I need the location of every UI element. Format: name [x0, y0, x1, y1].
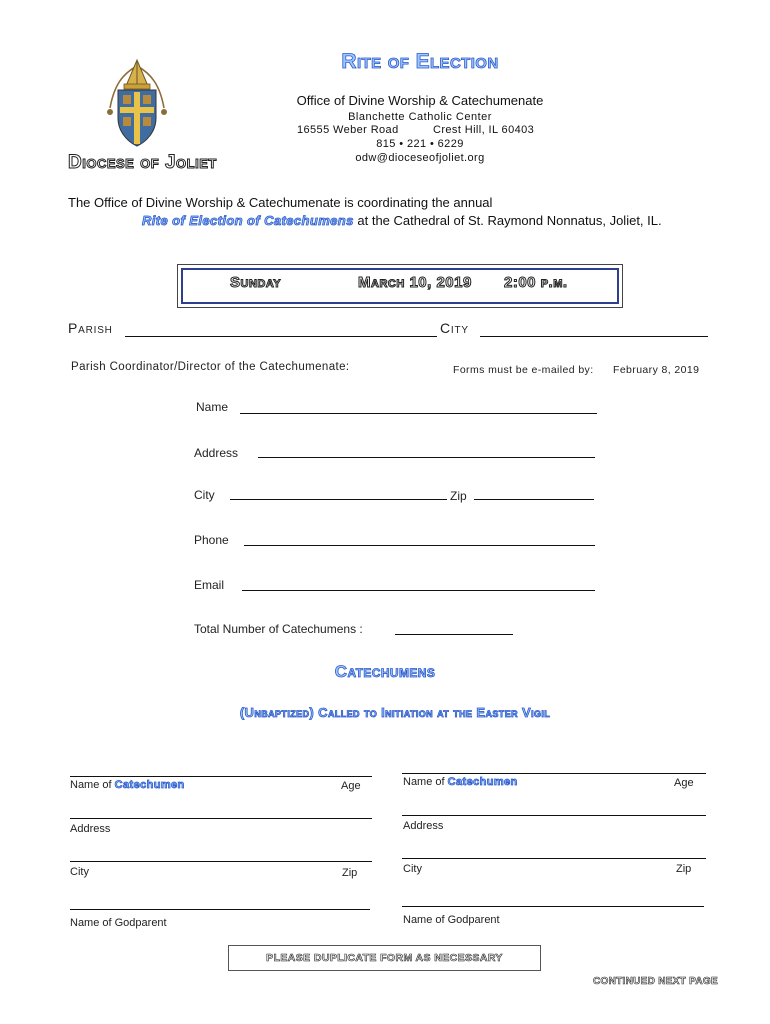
left-zip-label: Zip: [342, 867, 358, 879]
right-godparent-field[interactable]: [402, 906, 704, 907]
city-state-zip: Crest Hill, IL 60403: [433, 124, 535, 136]
center-name: Blanchette Catholic Center: [348, 111, 492, 123]
diocese-coat-of-arms-icon: [104, 56, 170, 152]
coordinator-zip-label: Zip: [450, 489, 467, 503]
intro-line-2-rest: at the Cathedral of St. Raymond Nonnatus, Joliet, IL.: [353, 213, 662, 228]
parish-label: Parish: [68, 320, 113, 336]
coordinator-phone-label: Phone: [194, 533, 229, 547]
intro-line-2: [142, 213, 662, 228]
right-address-field[interactable]: [402, 815, 706, 816]
left-catechumen-name-label: Name of Catechumen: [70, 779, 185, 791]
coordinator-phone-field[interactable]: [244, 545, 595, 546]
left-address-label: Address: [70, 823, 111, 835]
right-city-zip-field[interactable]: [402, 858, 706, 859]
diocese-name: Diocese of Joliet: [68, 152, 217, 173]
deadline-date: February 8, 2019: [613, 364, 700, 376]
total-catechumens-label: Total Number of Catechumens :: [194, 622, 363, 636]
parish-field[interactable]: [125, 336, 437, 337]
right-godparent-label: Name of Godparent: [403, 914, 500, 926]
parish-city-field[interactable]: [480, 336, 708, 337]
parish-city-label: City: [440, 320, 469, 336]
right-zip-label: Zip: [676, 863, 692, 875]
coordinator-city-field[interactable]: [230, 499, 447, 500]
coordinator-heading: Parish Coordinator/Director of the Catechumenate:: [71, 361, 350, 373]
street-address: 16555 Weber Road: [297, 124, 399, 136]
left-godparent-label: Name of Godparent: [70, 917, 167, 929]
coordinator-zip-field[interactable]: [474, 499, 594, 500]
coordinator-email-label: Email: [194, 578, 225, 592]
coordinator-address-field[interactable]: [258, 457, 595, 458]
left-godparent-field[interactable]: [70, 909, 370, 910]
rite-name-emphasis: Rite of Election of Catechumens: [142, 213, 354, 228]
intro-line-1: The Office of Divine Worship & Catechumenate is coordinating the annual: [68, 195, 493, 210]
coordinator-address-label: Address: [194, 446, 239, 460]
office-email: odw@dioceseofjoliet.org: [355, 152, 485, 164]
duplicate-note: PLEASE DUPLICATE FORM AS NECESSARY: [266, 952, 503, 964]
right-catechumen-name-field[interactable]: [402, 773, 706, 774]
continued-next-page: CONTINUED NEXT PAGE: [593, 976, 718, 987]
section-subtitle: (Unbaptized) Called to Initiation at the Easter Vigil: [239, 705, 551, 720]
left-age-label: Age: [341, 780, 361, 792]
total-catechumens-field[interactable]: [395, 634, 513, 635]
event-date-box: [177, 264, 623, 308]
left-catechumen-name-field[interactable]: [70, 776, 372, 777]
coordinator-city-label: City: [194, 488, 215, 502]
office-name: Office of Divine Worship & Catechumenate: [296, 93, 544, 108]
event-time: 2:00 p.m.: [504, 274, 568, 291]
right-city-label: City: [403, 863, 422, 875]
right-address-label: Address: [403, 820, 444, 832]
right-catechumen-name-label: Name of Catechumen: [403, 776, 518, 788]
left-city-label: City: [70, 866, 89, 878]
page-title: Rite of Election: [341, 50, 499, 73]
coordinator-name-label: Name: [196, 400, 229, 414]
deadline-label: Forms must be e-mailed by:: [453, 364, 594, 376]
event-date: March 10, 2019: [358, 274, 472, 291]
duplicate-note-box: [228, 945, 541, 971]
section-title: Catechumens: [334, 662, 436, 681]
office-phone: 815 • 221 • 6229: [376, 138, 464, 150]
coordinator-email-field[interactable]: [242, 590, 595, 591]
coordinator-name-field[interactable]: [240, 413, 597, 414]
right-age-label: Age: [674, 777, 694, 789]
left-address-field[interactable]: [70, 818, 372, 819]
left-city-zip-field[interactable]: [70, 861, 372, 862]
event-day: Sunday: [230, 274, 282, 291]
